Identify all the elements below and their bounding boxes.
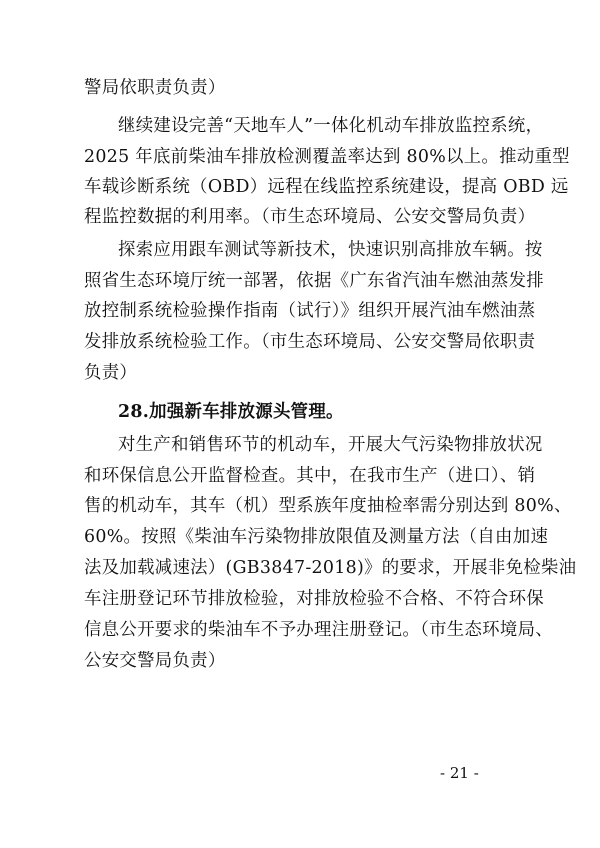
paragraph-line: 对生产和销售环节的机动车，开展大气污染物排放状况 [118, 435, 543, 455]
paragraph-line-continuation: 警局依职责负责） [84, 78, 226, 98]
paragraph-line: 程监控数据的利用率。（市生态环境局、公安交警局负责） [84, 207, 536, 227]
paragraph-line: 车注册登记环节排放检验，对排放检验不合格、不符合环保 [84, 589, 544, 609]
paragraph-line: 信息公开要求的柴油车不予办理注册登记。（市生态环境局、 [84, 620, 553, 640]
paragraph-line: 和环保信息公开监督检查。其中，在我市生产（进口）、销 [84, 466, 536, 486]
paragraph-line: 60%。按照《柴油车污染物排放限值及测量方法（自由加速 [84, 527, 549, 547]
paragraph-line: 2025 年底前柴油车排放检测覆盖率达到 80%以上。推动重型 [84, 147, 570, 167]
paragraph-line: 公安交警局负责） [84, 651, 226, 671]
paragraph-line: 继续建设完善“天地车人”一体化机动车排放监控系统， [118, 116, 544, 136]
paragraph-line: 照省生态环境厅统一部署，依据《广东省汽油车燃油蒸发排 [84, 271, 544, 291]
paragraph-line: 负责） [84, 363, 138, 383]
paragraph-line: 车载诊断系统（OBD）远程在线监控系统建设，提高 OBD 远 [84, 177, 569, 197]
paragraph-line: 售的机动车，其车（机）型系族年度抽检率需分别达到 80%、 [84, 496, 572, 516]
section-heading: 28.加强新车排放源头管理。 [118, 402, 344, 422]
paragraph-line: 探索应用跟车测试等新技术，快速识别高排放车辆。按 [118, 240, 543, 260]
paragraph-line: 发排放系统检验工作。（市生态环境局、公安交警局依职责 [84, 332, 536, 352]
page-number: - 21 - [440, 764, 479, 782]
paragraph-line: 放控制系统检验操作指南（试行）》组织开展汽油车燃油蒸 [84, 301, 536, 321]
paragraph-line: 法及加载减速法）(GB3847-2018)》的要求，开展非免检柴油 [84, 558, 577, 578]
